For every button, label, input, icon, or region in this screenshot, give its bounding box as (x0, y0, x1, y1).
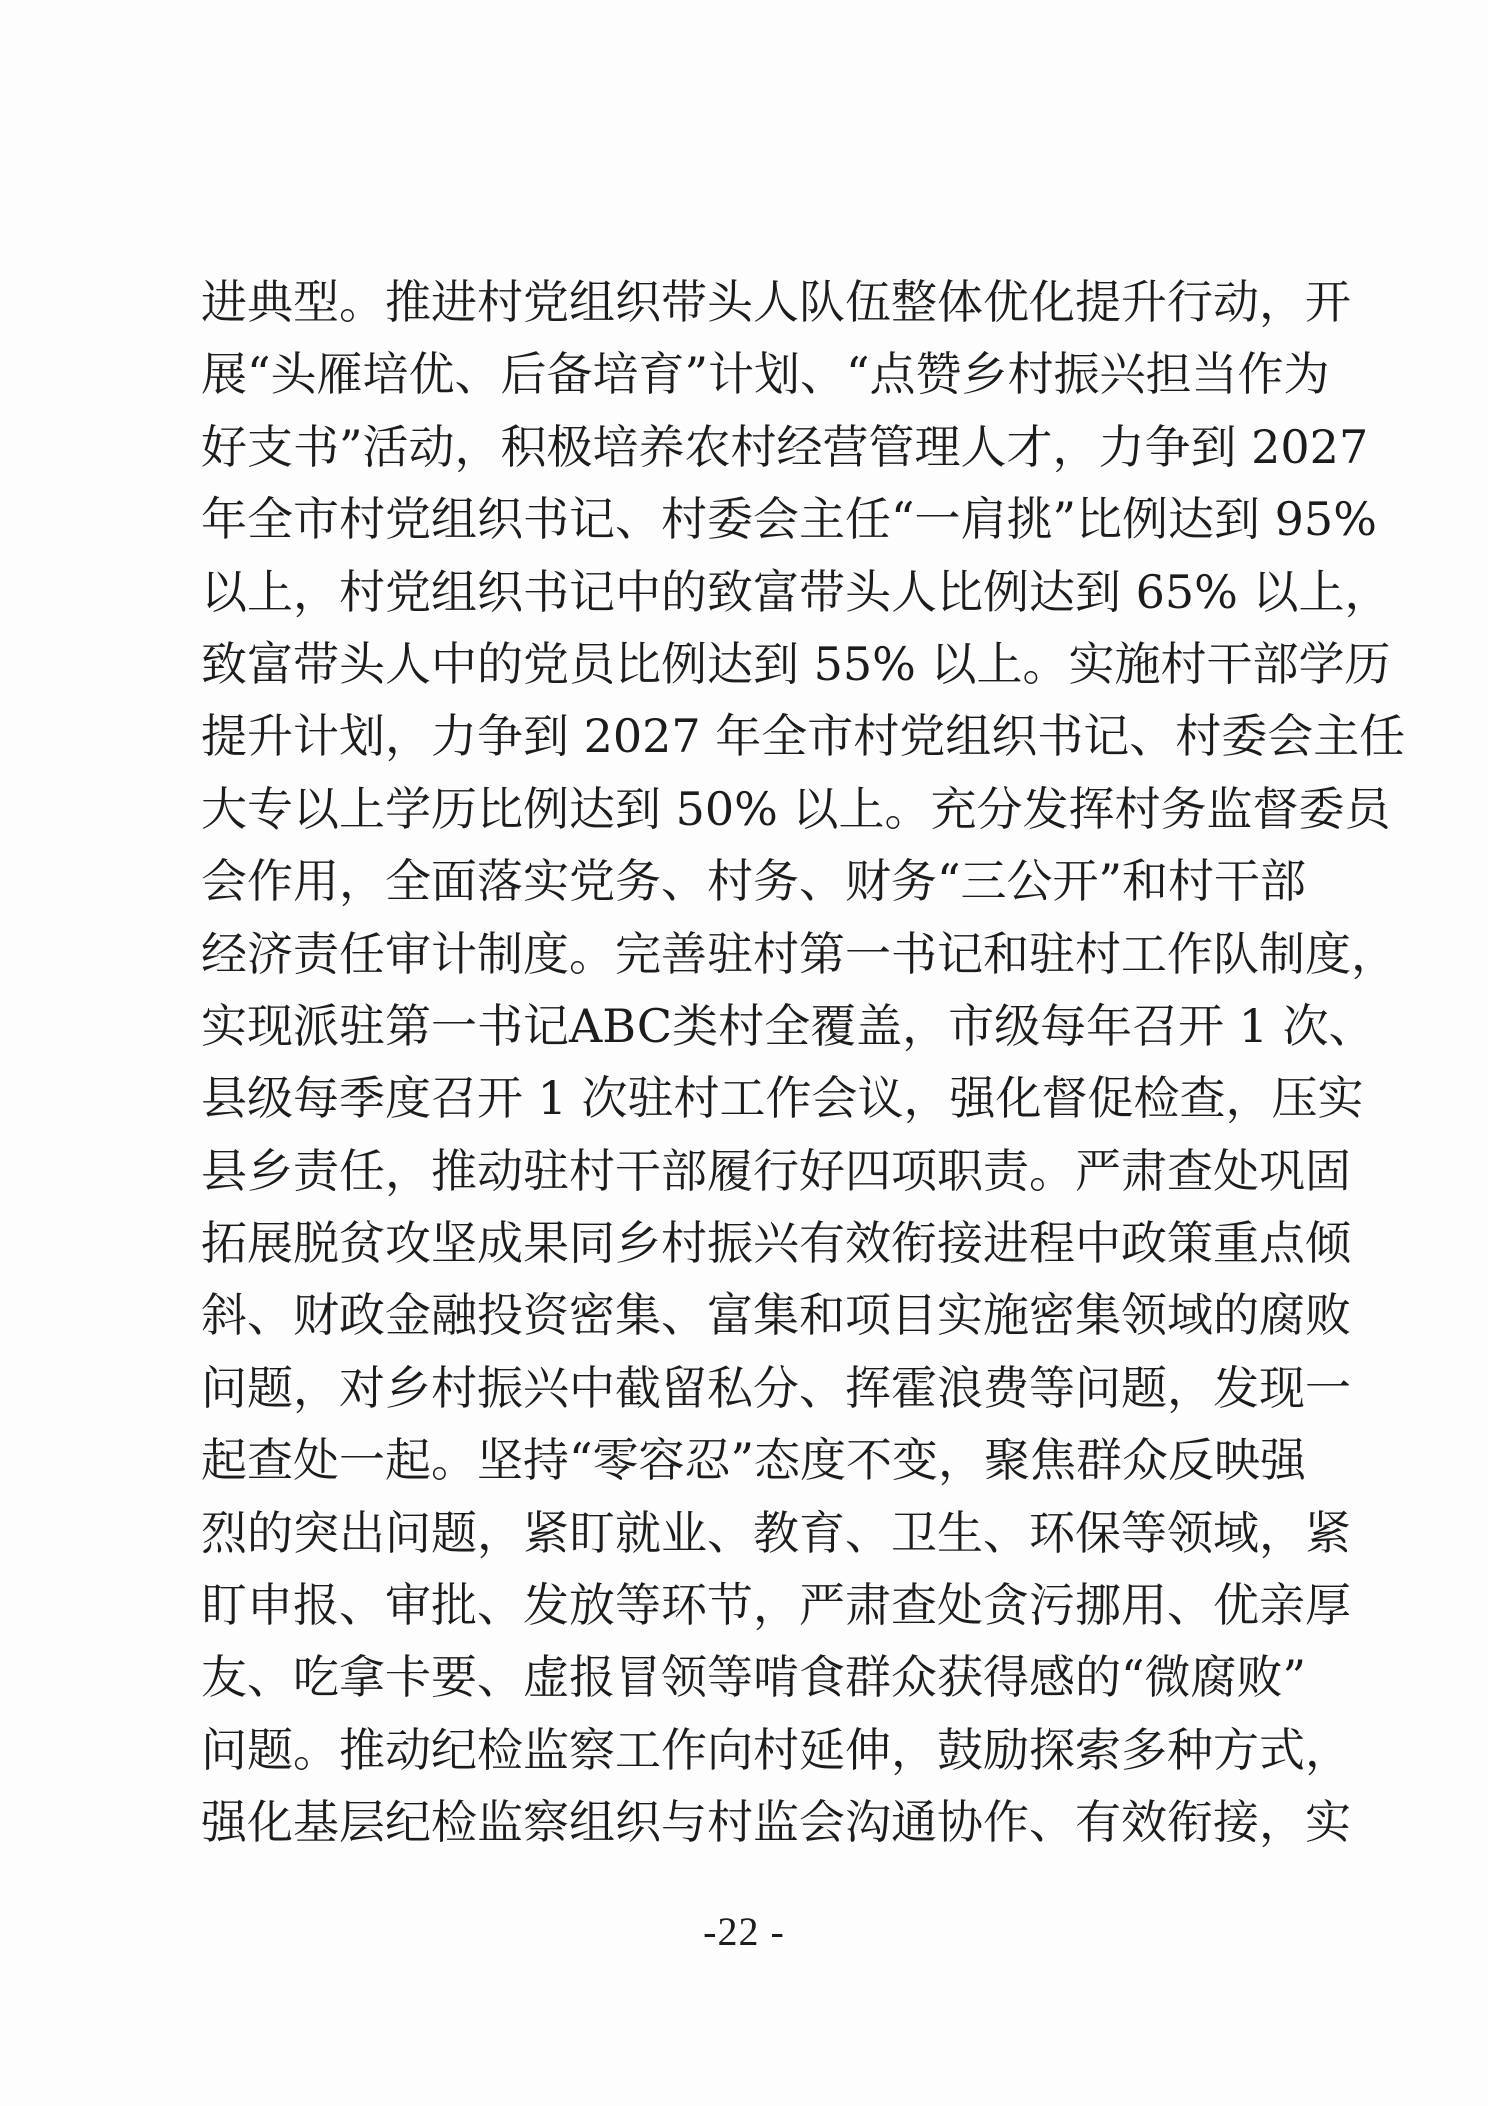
text-line: 烈的突出问题，紧盯就业、教育、卫生、环保等领域，紧 (201, 1505, 1351, 1560)
text-line: 斜、财政金融投资密集、富集和项目实施密集领域的腐败 (201, 1288, 1351, 1343)
text-line: 提升计划，力争到 2027 年全市村党组织书记、村委会主任 (201, 709, 1406, 764)
text-line: 拓展脱贫攻坚成果同乡村振兴有效衔接进程中政策重点倾 (201, 1216, 1351, 1271)
text-line: 年全市村党组织书记、村委会主任“一肩挑”比例达到 95% (201, 492, 1377, 547)
text-line: 实现派驻第一书记ABC类村全覆盖，市级每年召开 1 次、 (201, 998, 1375, 1053)
text-line: 盯申报、审批、发放等环节，严肃查处贪污挪用、优亲厚 (201, 1578, 1351, 1633)
text-line: 以上，村党组织书记中的致富带头人比例达到 65% 以上， (201, 564, 1391, 619)
text-line: 会作用，全面落实党务、村务、财务“三公开”和村干部 (201, 854, 1307, 909)
text-line: 问题。推动纪检监察工作向村延伸，鼓励探索多种方式， (201, 1722, 1351, 1777)
text-line: 强化基层纪检监察组织与村监会沟通协作、有效衔接，实 (201, 1795, 1351, 1850)
text-line: 展“头雁培优、后备培育”计划、“点赞乡村振兴担当作为 (201, 347, 1330, 402)
page-number: -22 - (703, 1909, 785, 1954)
text-line: 进典型。推进村党组织带头人队伍整体优化提升行动，开 (201, 275, 1351, 329)
text-line: 问题，对乡村振兴中截留私分、挥霍浪费等问题，发现一 (201, 1360, 1351, 1415)
text-line: 致富带头人中的党员比例达到 55% 以上。实施村干部学历 (201, 636, 1391, 691)
text-line: 起查处一起。坚持“零容忍”态度不变，聚焦群众反映强 (201, 1433, 1307, 1488)
text-line: 大专以上学历比例达到 50% 以上。充分发挥村务监督委员 (201, 781, 1391, 836)
text-line: 县乡责任，推动驻村干部履行好四项职责。严肃查处巩固 (201, 1143, 1351, 1198)
text-line: 友、吃拿卡要、虚报冒领等啃食群众获得感的“微腐败” (201, 1650, 1307, 1705)
text-line: 好支书”活动，积极培养农村经营管理人才，力争到 2027 (201, 419, 1369, 474)
text-line: 经济责任审计制度。完善驻村第一书记和驻村工作队制度， (201, 926, 1397, 981)
body-text (201, 266, 1406, 1859)
text-line: 县级每季度召开 1 次驻村工作会议，强化督促检查，压实 (201, 1071, 1364, 1126)
